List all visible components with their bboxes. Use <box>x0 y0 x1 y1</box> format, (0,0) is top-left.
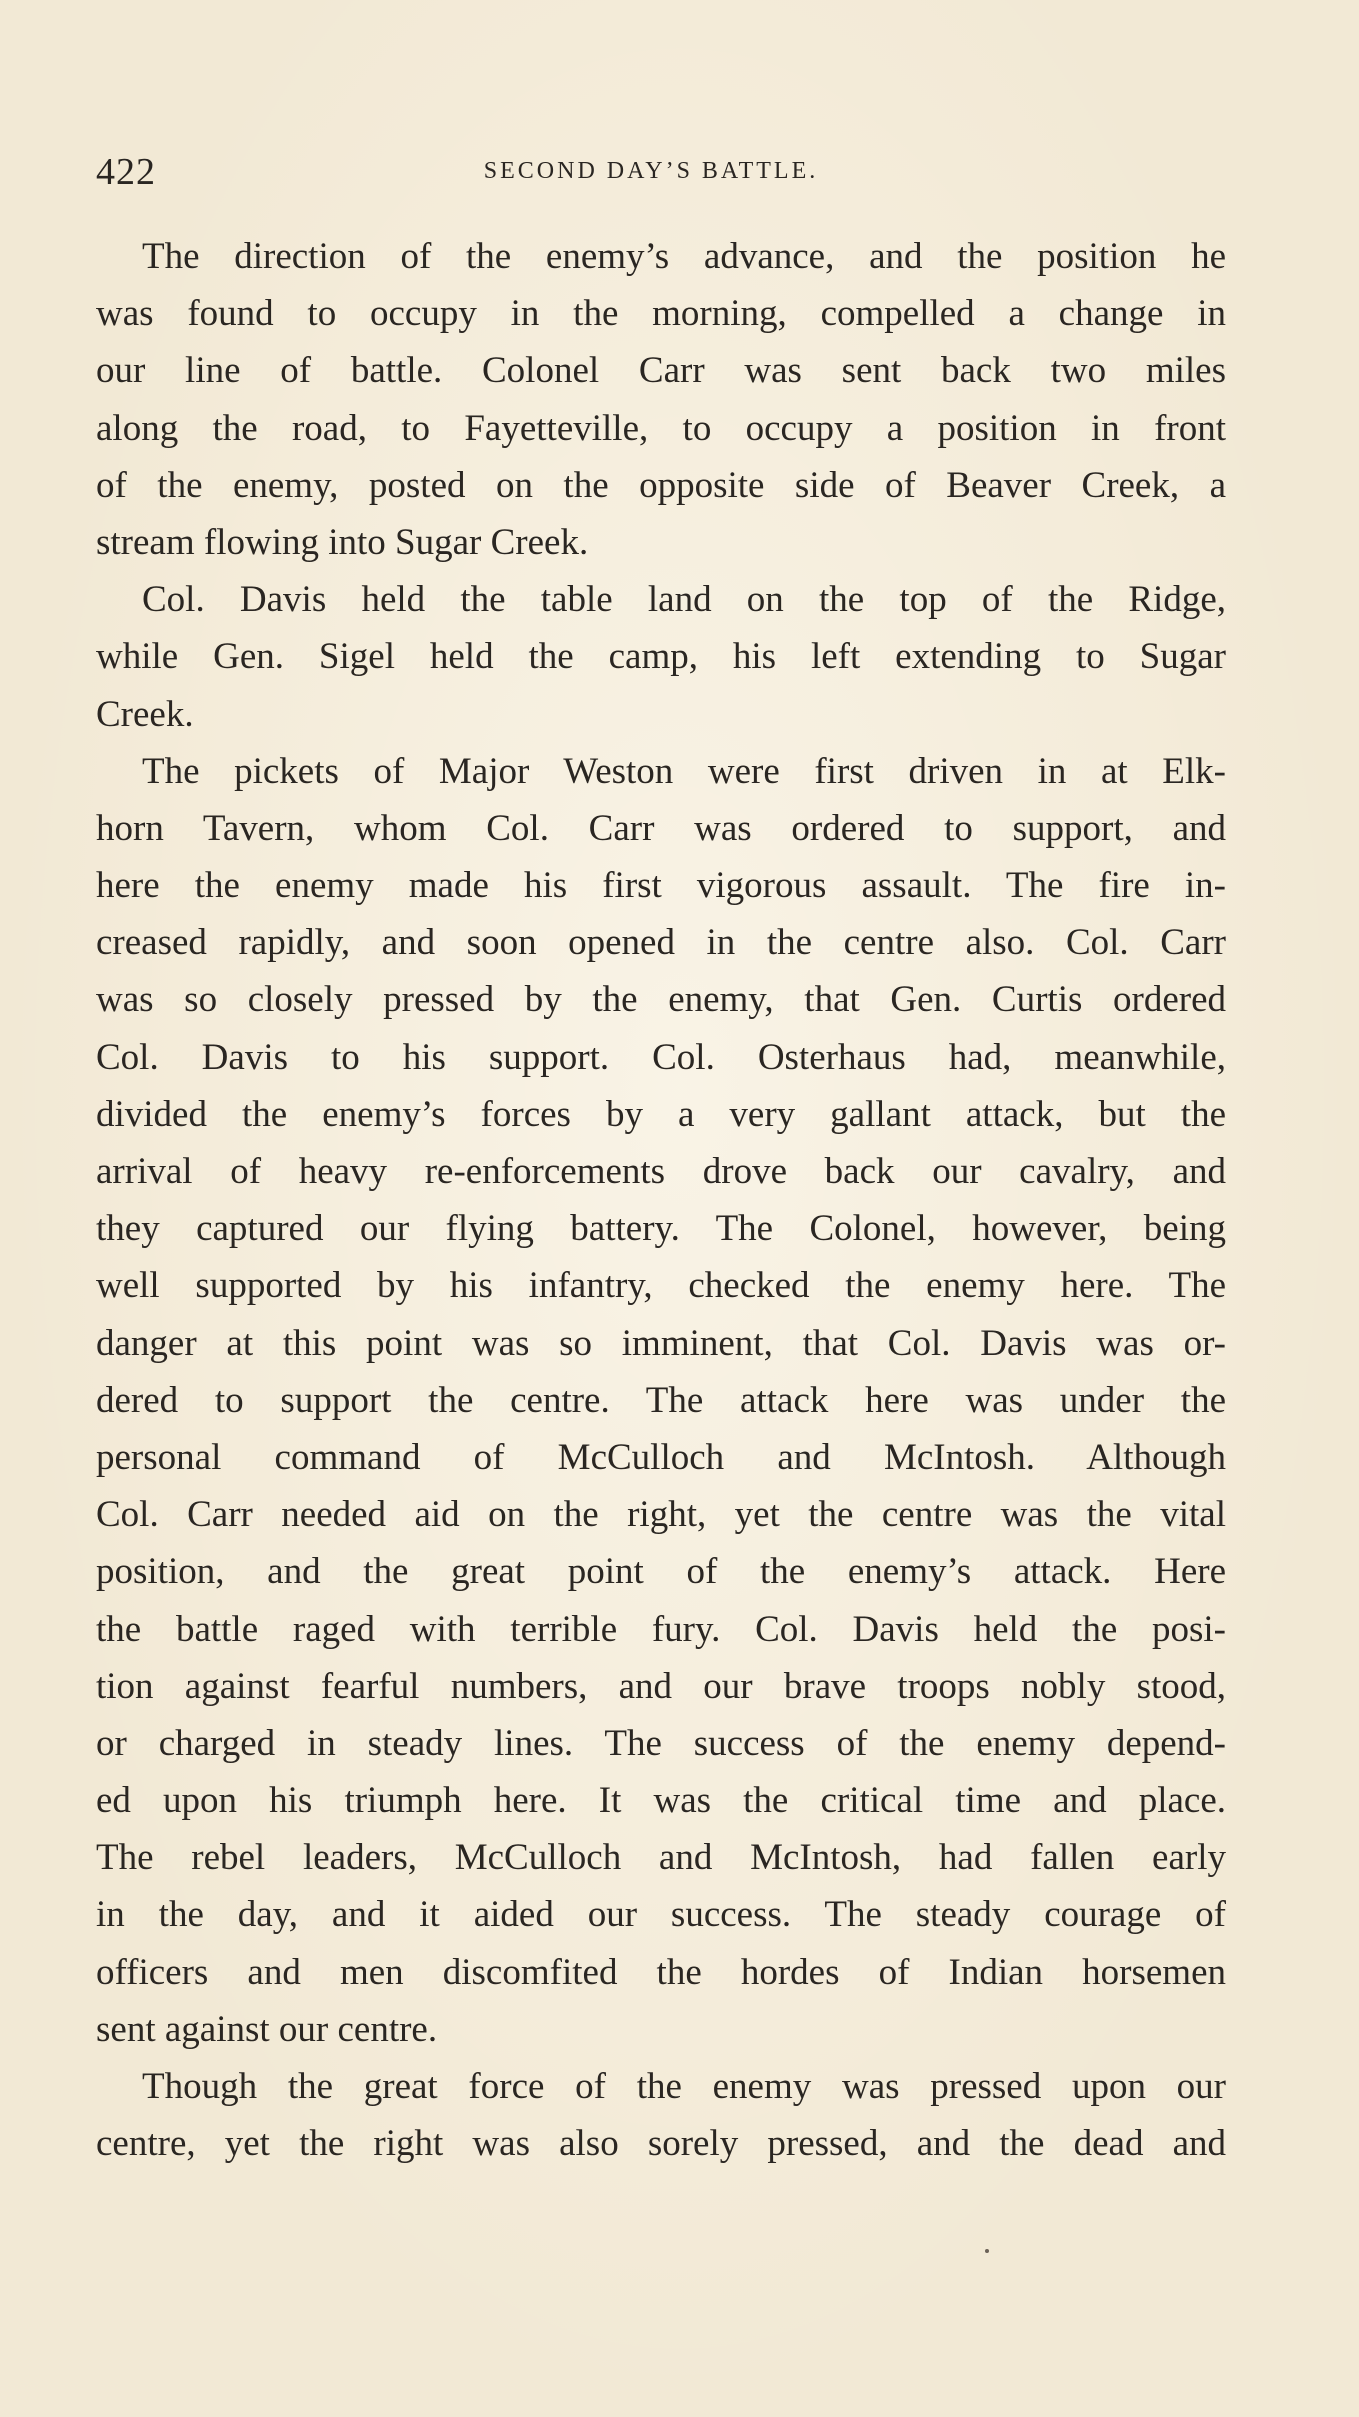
text-line: tion against fearful numbers, and our brave troops nobly stood, <box>96 1665 1226 1707</box>
text-line: Col. Davis to his support. Col. Osterhaus had, meanwhile, <box>96 1036 1226 1078</box>
text-line: was so closely pressed by the enemy, that Gen. Curtis ordered <box>96 979 1226 1021</box>
paragraph-3 <box>96 743 1226 2058</box>
paragraph-2 <box>96 571 1226 743</box>
text-line: divided the enemy’s forces by a very gallant attack, but the <box>96 1093 1226 1135</box>
paragraph-4 <box>96 2058 1226 2172</box>
text-line: our line of battle. Colonel Carr was sent back two miles <box>96 350 1226 392</box>
text-line: The direction of the enemy’s advance, and the position he <box>142 236 1226 277</box>
text-line: here the enemy made his first vigorous assault. The fire in- <box>96 865 1226 907</box>
text-line: ed upon his triumph here. It was the critical time and place. <box>96 1780 1226 1822</box>
paragraph-1 <box>96 228 1226 571</box>
text-line: dered to support the centre. The attack here was under the <box>96 1379 1226 1421</box>
text-line: officers and men discomfited the hordes of Indian horsemen <box>96 1951 1226 1993</box>
text-line: they captured our flying battery. The Colonel, however, being <box>96 1208 1226 1250</box>
text-line: position, and the great point of the enemy’s attack. Here <box>96 1551 1226 1593</box>
text-line: Though the great force of the enemy was pressed upon our <box>142 2066 1226 2107</box>
text-line: well supported by his infantry, checked the enemy here. The <box>96 1265 1226 1307</box>
ink-speck <box>985 2249 989 2253</box>
text-line: was found to occupy in the morning, compelled a change in <box>96 293 1226 335</box>
text-line: sent against our centre. <box>96 2008 438 2050</box>
text-line: while Gen. Sigel held the camp, his left extending to Sugar <box>96 636 1226 678</box>
text-line: danger at this point was so imminent, that Col. Davis was or- <box>96 1322 1226 1364</box>
text-line: creased rapidly, and soon opened in the centre also. Col. Carr <box>96 922 1226 964</box>
running-title: SECOND DAY’S BATTLE. <box>483 158 819 184</box>
text-line: Col. Davis held the table land on the top of the Ridge, <box>142 579 1226 621</box>
text-line: of the enemy, posted on the opposite side of Beaver Creek, a <box>96 464 1226 506</box>
text-line: along the road, to Fayetteville, to occupy a position in front <box>96 407 1226 449</box>
text-line: horn Tavern, whom Col. Carr was ordered to support, and <box>96 807 1226 849</box>
text-line: centre, yet the right was also sorely pressed, and the dead and <box>96 2123 1226 2165</box>
running-head <box>96 150 1206 210</box>
text-line: The rebel leaders, McCulloch and McIntosh, had fallen early <box>96 1837 1226 1879</box>
text-line: stream flowing into Sugar Creek. <box>96 521 589 563</box>
body-text <box>96 228 1226 2172</box>
text-line: personal command of McCulloch and McIntosh. Although <box>96 1436 1226 1478</box>
text-line: Creek. <box>96 693 194 735</box>
text-line: arrival of heavy re-enforcements drove back our cavalry, and <box>96 1151 1226 1192</box>
page-number: 422 <box>96 151 156 193</box>
text-line: Col. Carr needed aid on the right, yet the centre was the vital <box>96 1494 1226 1536</box>
text-line: The pickets of Major Weston were first driven in at Elk- <box>142 750 1226 792</box>
text-line: the battle raged with terrible fury. Col. Davis held the posi- <box>96 1608 1226 1650</box>
text-line: or charged in steady lines. The success of the enemy depend- <box>96 1722 1226 1764</box>
text-line: in the day, and it aided our success. The steady courage of <box>96 1894 1226 1936</box>
